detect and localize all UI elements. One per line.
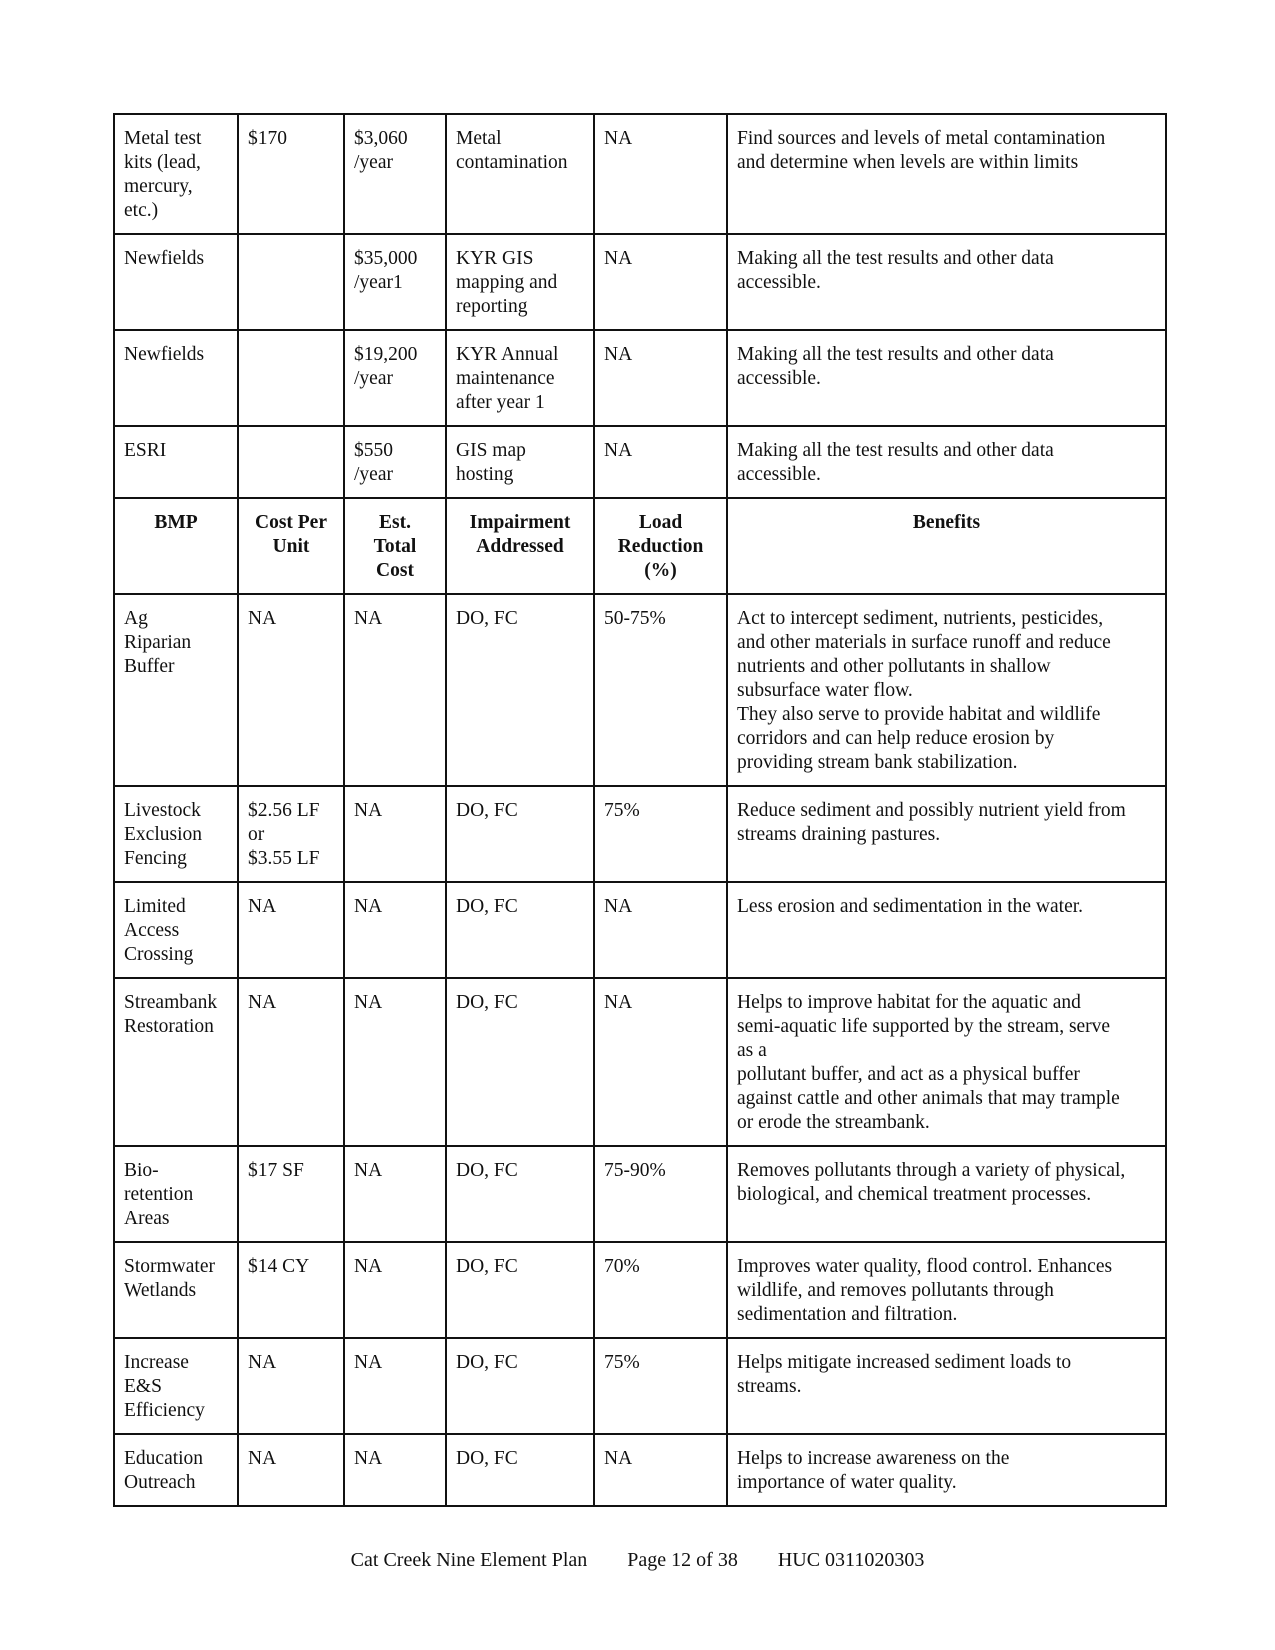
purpose-cell: GIS map hosting: [446, 426, 594, 498]
header-est-total-cost: Est. Total Cost: [344, 498, 446, 594]
bmp-cell: Bio- retention Areas: [114, 1146, 238, 1242]
impairment-cell: DO, FC: [446, 1242, 594, 1338]
unit-cost-cell: [238, 234, 344, 330]
cost-per-unit-cell: $14 CY: [238, 1242, 344, 1338]
benefits-cell: Making all the test results and other data accessible.: [727, 234, 1166, 330]
impairment-cell: DO, FC: [446, 1338, 594, 1434]
bmp-cell: Streambank Restoration: [114, 978, 238, 1146]
cost-per-unit-cell: NA: [238, 1338, 344, 1434]
impairment-cell: DO, FC: [446, 1434, 594, 1506]
benefits-cell: Helps mitigate increased sediment loads to streams.: [727, 1338, 1166, 1434]
header-bmp: BMP: [114, 498, 238, 594]
header-load-reduction: Load Reduction (%): [594, 498, 727, 594]
bmp-cell: Livestock Exclusion Fencing: [114, 786, 238, 882]
cost-per-unit-cell: NA: [238, 978, 344, 1146]
table-row: [114, 1434, 1166, 1506]
est-total-cost-cell: NA: [344, 594, 446, 786]
unit-cost-cell: [238, 330, 344, 426]
table-row: [114, 114, 1166, 234]
table-row: [114, 594, 1166, 786]
est-total-cost-cell: NA: [344, 1242, 446, 1338]
impairment-cell: DO, FC: [446, 978, 594, 1146]
table-row: [114, 426, 1166, 498]
bmp-cost-table: [113, 113, 1167, 1507]
benefits-cell: Improves water quality, flood control. Enhances wildlife, and removes pollutants through sedimentation and filtration.: [727, 1242, 1166, 1338]
impairment-cell: DO, FC: [446, 786, 594, 882]
est-total-cost-cell: NA: [344, 882, 446, 978]
cost-per-unit-cell: NA: [238, 882, 344, 978]
total-cost-cell: $3,060 /year: [344, 114, 446, 234]
total-cost-cell: $19,200 /year: [344, 330, 446, 426]
bmp-cell: Increase E&S Efficiency: [114, 1338, 238, 1434]
header-impairment-addressed: Impairment Addressed: [446, 498, 594, 594]
item-cell: Metal test kits (lead, mercury, etc.): [114, 114, 238, 234]
benefits-cell: Making all the test results and other data accessible.: [727, 426, 1166, 498]
header-benefits: Benefits: [727, 498, 1166, 594]
table-row: [114, 1146, 1166, 1242]
table-row: [114, 1338, 1166, 1434]
est-total-cost-cell: NA: [344, 1434, 446, 1506]
bmp-cell: Education Outreach: [114, 1434, 238, 1506]
load-reduction-cell: 75%: [594, 786, 727, 882]
benefits-cell: Act to intercept sediment, nutrients, pesticides, and other materials in surface runoff and reduce nutrients and other pollutants in shallow subsurface water flow. They also serve to provide habitat and wildlife corridors and can help reduce erosion by providing stream bank stabilization.: [727, 594, 1166, 786]
bmp-cell: Ag Riparian Buffer: [114, 594, 238, 786]
purpose-cell: KYR Annual maintenance after year 1: [446, 330, 594, 426]
impairment-cell: DO, FC: [446, 1146, 594, 1242]
load-reduction-cell: NA: [594, 114, 727, 234]
cost-per-unit-cell: $17 SF: [238, 1146, 344, 1242]
est-total-cost-cell: NA: [344, 786, 446, 882]
load-reduction-cell: NA: [594, 978, 727, 1146]
benefits-cell: Making all the test results and other data accessible.: [727, 330, 1166, 426]
item-cell: Newfields: [114, 330, 238, 426]
bmp-cell: Stormwater Wetlands: [114, 1242, 238, 1338]
benefits-cell: Less erosion and sedimentation in the water.: [727, 882, 1166, 978]
impairment-cell: DO, FC: [446, 882, 594, 978]
unit-cost-cell: [238, 426, 344, 498]
est-total-cost-cell: NA: [344, 1146, 446, 1242]
table-header-row: [114, 498, 1166, 594]
footer-page-number: Page 12 of 38: [627, 1549, 738, 1571]
bmp-cell: Limited Access Crossing: [114, 882, 238, 978]
table-row: [114, 234, 1166, 330]
benefits-cell: Reduce sediment and possibly nutrient yield from streams draining pastures.: [727, 786, 1166, 882]
load-reduction-cell: 50-75%: [594, 594, 727, 786]
table-row: [114, 978, 1166, 1146]
cost-per-unit-cell: NA: [238, 1434, 344, 1506]
load-reduction-cell: NA: [594, 426, 727, 498]
benefits-cell: Removes pollutants through a variety of physical, biological, and chemical treatment processes.: [727, 1146, 1166, 1242]
cost-per-unit-cell: NA: [238, 594, 344, 786]
table-row: [114, 330, 1166, 426]
load-reduction-cell: 75-90%: [594, 1146, 727, 1242]
footer-huc-code: HUC 0311020303: [777, 1549, 925, 1571]
load-reduction-cell: NA: [594, 882, 727, 978]
benefits-cell: Find sources and levels of metal contamination and determine when levels are within limits: [727, 114, 1166, 234]
item-cell: ESRI: [114, 426, 238, 498]
header-cost-per-unit: Cost Per Unit: [238, 498, 344, 594]
total-cost-cell: $35,000 /year1: [344, 234, 446, 330]
table-row: [114, 882, 1166, 978]
load-reduction-cell: NA: [594, 330, 727, 426]
impairment-cell: DO, FC: [446, 594, 594, 786]
purpose-cell: Metal contamination: [446, 114, 594, 234]
load-reduction-cell: 70%: [594, 1242, 727, 1338]
footer-plan-title: Cat Creek Nine Element Plan: [350, 1549, 588, 1571]
table-row: [114, 786, 1166, 882]
benefits-cell: Helps to improve habitat for the aquatic and semi-aquatic life supported by the stream, serve as a pollutant buffer, and act as a physical buffer against cattle and other animals that may trample or erode the streambank.: [727, 978, 1166, 1146]
cost-per-unit-cell: $2.56 LF or $3.55 LF: [238, 786, 344, 882]
load-reduction-cell: 75%: [594, 1338, 727, 1434]
est-total-cost-cell: NA: [344, 978, 446, 1146]
total-cost-cell: $550 /year: [344, 426, 446, 498]
est-total-cost-cell: NA: [344, 1338, 446, 1434]
load-reduction-cell: NA: [594, 234, 727, 330]
unit-cost-cell: $170: [238, 114, 344, 234]
purpose-cell: KYR GIS mapping and reporting: [446, 234, 594, 330]
page-footer: [0, 1549, 1275, 1572]
table-row: [114, 1242, 1166, 1338]
item-cell: Newfields: [114, 234, 238, 330]
load-reduction-cell: NA: [594, 1434, 727, 1506]
benefits-cell: Helps to increase awareness on the importance of water quality.: [727, 1434, 1166, 1506]
